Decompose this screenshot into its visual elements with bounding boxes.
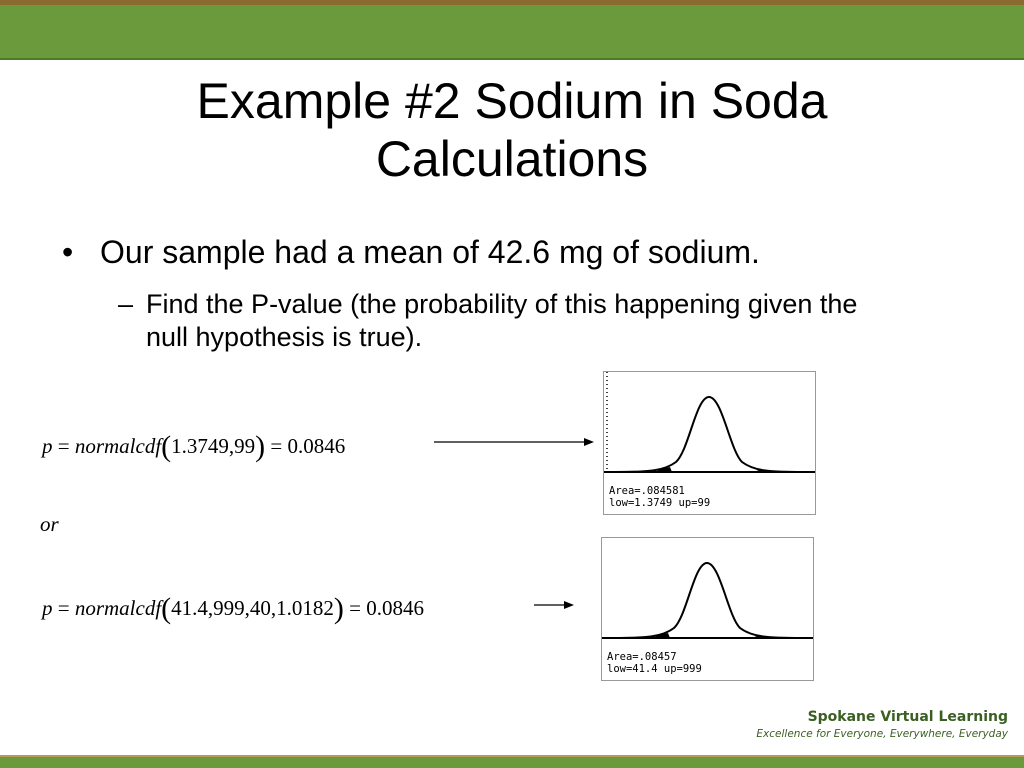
formula-2-eq: = [52,596,75,620]
formula-1-eq: = [52,434,75,458]
footer-band [0,757,1024,768]
bullet-text: Our sample had a mean of 42.6 mg of sodium. [100,234,760,270]
arrow-1-icon [434,434,596,450]
formula-1-result: 0.0846 [287,434,346,458]
formula-1-lhs: p [42,434,53,458]
brand-tagline: Excellence for Everyone, Everywhere, Everyday [756,728,1008,740]
or-label: or [40,512,59,536]
formula-2-args: 41.4,999,40,1.0182 [171,596,334,620]
formula-2: p = normalcdf(41.4,999,40,1.0182) = 0.0846 [42,592,425,625]
formula-2-func: normalcdf [74,596,162,620]
brand-logo [756,709,1008,740]
bullet-dot: • [62,234,74,270]
title-line-1: Example #2 Sodium in Soda [196,73,828,129]
sub-bullet-text: Find the P-value (the probability of this happening given the null hypothesis is true). [146,289,858,352]
calc-2-area: Area=.08457 [607,651,677,663]
title-line-2: Calculations [375,131,649,187]
brand-name: Spokane Virtual Learning [807,709,1008,725]
calc-1-bounds: low=1.3749 up=99 [609,497,711,509]
calculator-screen-1 [603,371,816,515]
calc-1-area: Area=.084581 [609,485,685,497]
formula-1-eq2: = [265,434,288,458]
calculator-screen-2 [601,537,814,681]
formula-1-args: 1.3749,99 [171,434,256,458]
formula-2-eq2: = [343,596,367,620]
header-bottom-line [0,58,1024,60]
header-accent-line [0,0,1024,5]
slide-title [60,72,964,188]
sub-bullet-dash: – [118,289,134,319]
formula-1-func: normalcdf [74,434,162,458]
calc-2-bounds: low=41.4 up=999 [607,663,702,675]
formula-2-result: 0.0846 [366,596,425,620]
header-band [0,0,1024,60]
formula-1: p = normalcdf(1.3749,99) = 0.0846 [42,430,346,463]
formula-2-lhs: p [42,596,53,620]
arrow-2-icon [534,597,576,613]
